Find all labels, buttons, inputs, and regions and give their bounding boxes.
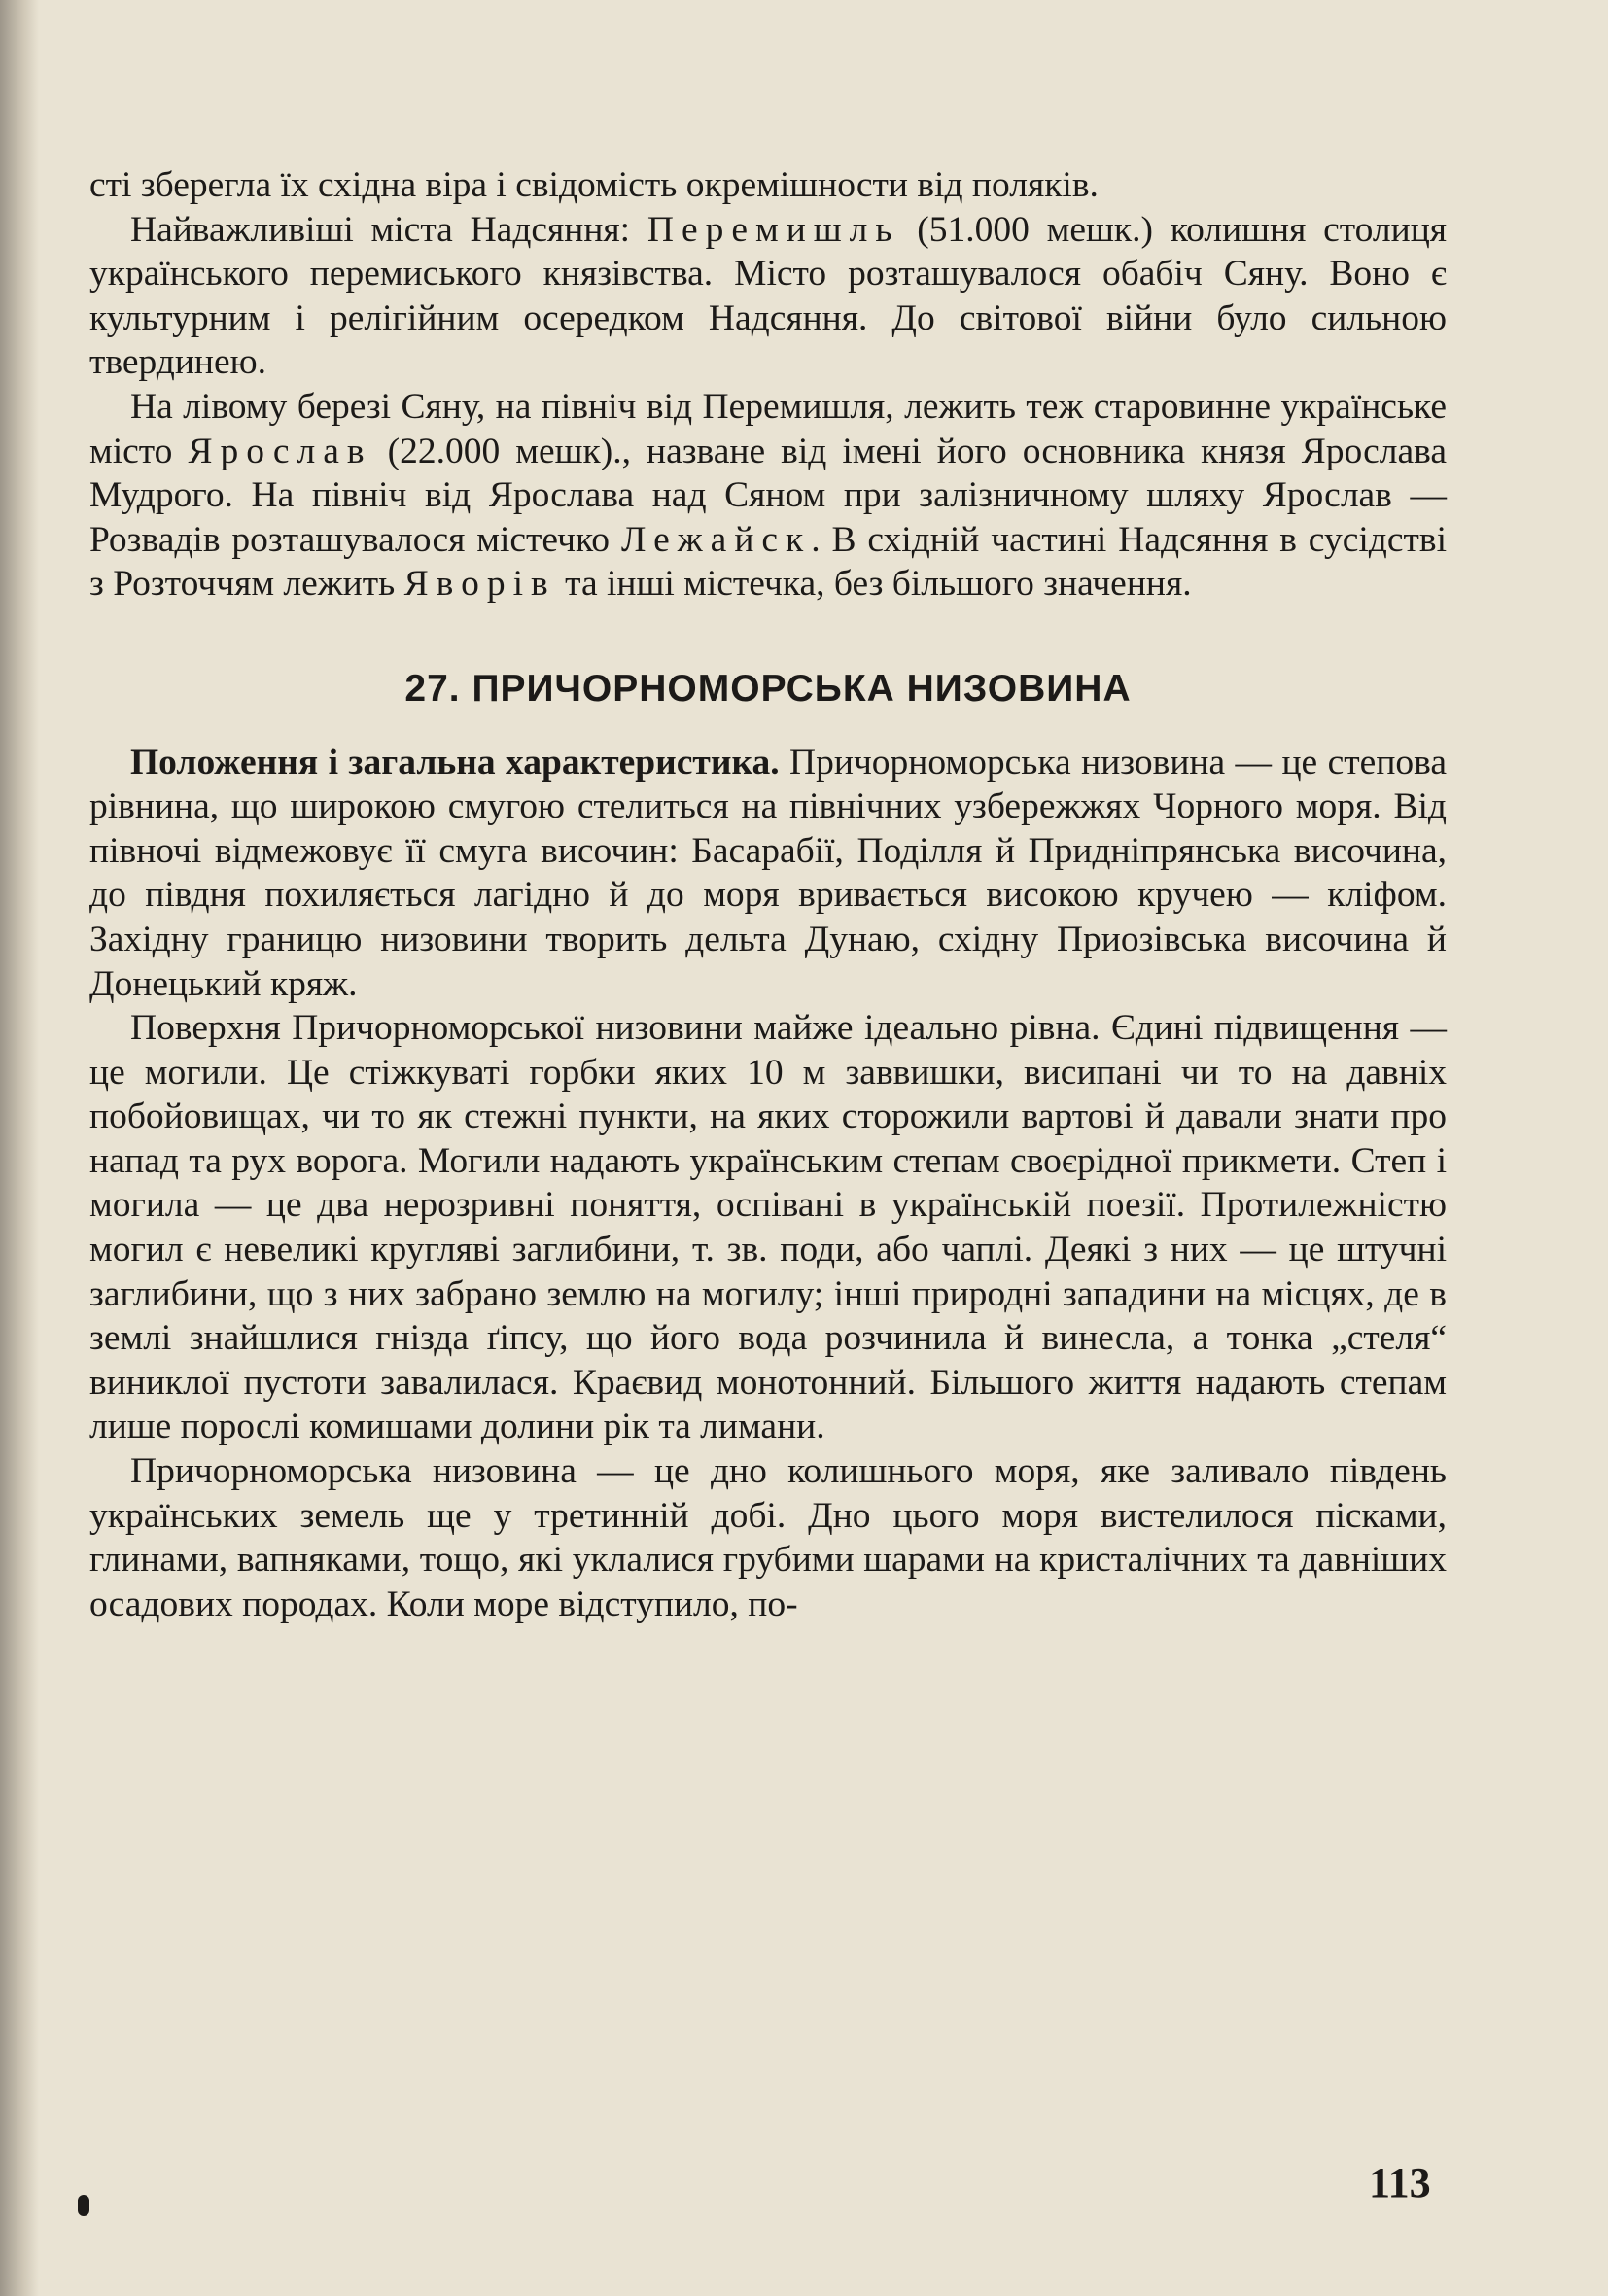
paragraph-surface: Поверхня Причорноморської низовини майже ідеально рівна. Єдині підвищення — це могили. Це стіжкуваті горбки яких 10 м заввишки, висипані чи то на давніх побойовищах, чи то як стежні пункти, на яких сторожили вартові й давали знати про напад та рух ворога. Могили надають українським степам своєрідної прикмети. Степ і могила — це два нерозривні поняття, оспівані в українській поезії. Протилежністю могил є невеликі кругляві заглибини, т. зв. поди, або чаплі. Деякі з них — це штучні заглибини, що з них забрано землю на могилу; інші природні западини на місцях, де в землі знайшлися гнізда ґіпсу, що його вода розчинила й винесла, а тонка „стеля“ виниклої пустоти завалилася. Краєвид монотонний. Більшого життя надають степам лише порослі комишами долини рік та лимани. [89, 1008, 1447, 1447]
section-heading: 27. ПРИЧОРНОМОРСЬКА НИЗОВИНА [404, 667, 1132, 710]
paragraph-yaroslav-d: та інші містечка, без більшого значення. [555, 564, 1192, 605]
paragraph-yaroslav-b: (22.000 мешк)., назване від імені його основника князя Ярослава Мудрого. На північ від Ярослава над Сяном при залізничному шляху Ярослав — Розвадів розташувалося містечко [89, 431, 1447, 560]
paragraph-cities-text: (51.000 мешк.) колишня столиця українського перемиського князівства. Місто розташувалося обабіч Сяну. Воно є культурним і релігійним осередком Надсяння. До світової війни було сильною твердинею. [89, 209, 1448, 383]
ink-dot [78, 2195, 89, 2216]
page-spine-shadow [0, 0, 39, 2296]
page-text-body [89, 163, 1447, 1626]
paragraph-position [89, 741, 1447, 1007]
paragraph-cities-intro: Найважливіші міста Надсяння: [130, 209, 647, 250]
paragraph-yaroslav-c: . В східній частині Надсяння в сусідстві з Розточчям лежить [89, 519, 1447, 605]
paragraph-sea-bottom: Причорноморська низовина — це дно колишнього моря, яке заливало південь українських земель ще у третинній добі. Дно цього моря вистелилося пісками, глинами, вапняками, тощо, які уклалися грубими шарами на кристалічних та давніших осадових породах. Коли море відступило, по- [89, 1451, 1447, 1624]
paragraph-position-text: Причорноморська низовина — це степова рівнина, що широкою смугою стелиться на північних узбережжях Чорного моря. Від півночі відмежовує її смуга височин: Басарабії, Поділля й Придніпрянська височина, до півдня похиляється лагідно й до моря вривається високою кручею — кліфом. Західну границю низовини творить дельта Дунаю, східну Приозівська височина й Донецький кряж. [89, 742, 1447, 1004]
city-lezhaisk: Лежайск [620, 519, 812, 560]
city-peremyshl: Перемишль [647, 209, 900, 250]
paragraph-yaroslav-a: На лівому березі Сяну, на північ від Перемишля, лежить теж старовинне українське місто [89, 386, 1447, 471]
paragraph-cities [89, 208, 1447, 385]
page-number: 113 [1369, 2159, 1431, 2207]
city-yaroslav: Ярослав [188, 431, 372, 471]
paragraph-yaroslav [89, 385, 1447, 607]
paragraph-continuation: сті зберегла їх східна віра і свідомість окремішности від поляків. [89, 165, 1099, 205]
city-yavoriv: Яворів [403, 564, 556, 605]
subsection-title: Положення і загальна характеристика. [130, 742, 780, 783]
